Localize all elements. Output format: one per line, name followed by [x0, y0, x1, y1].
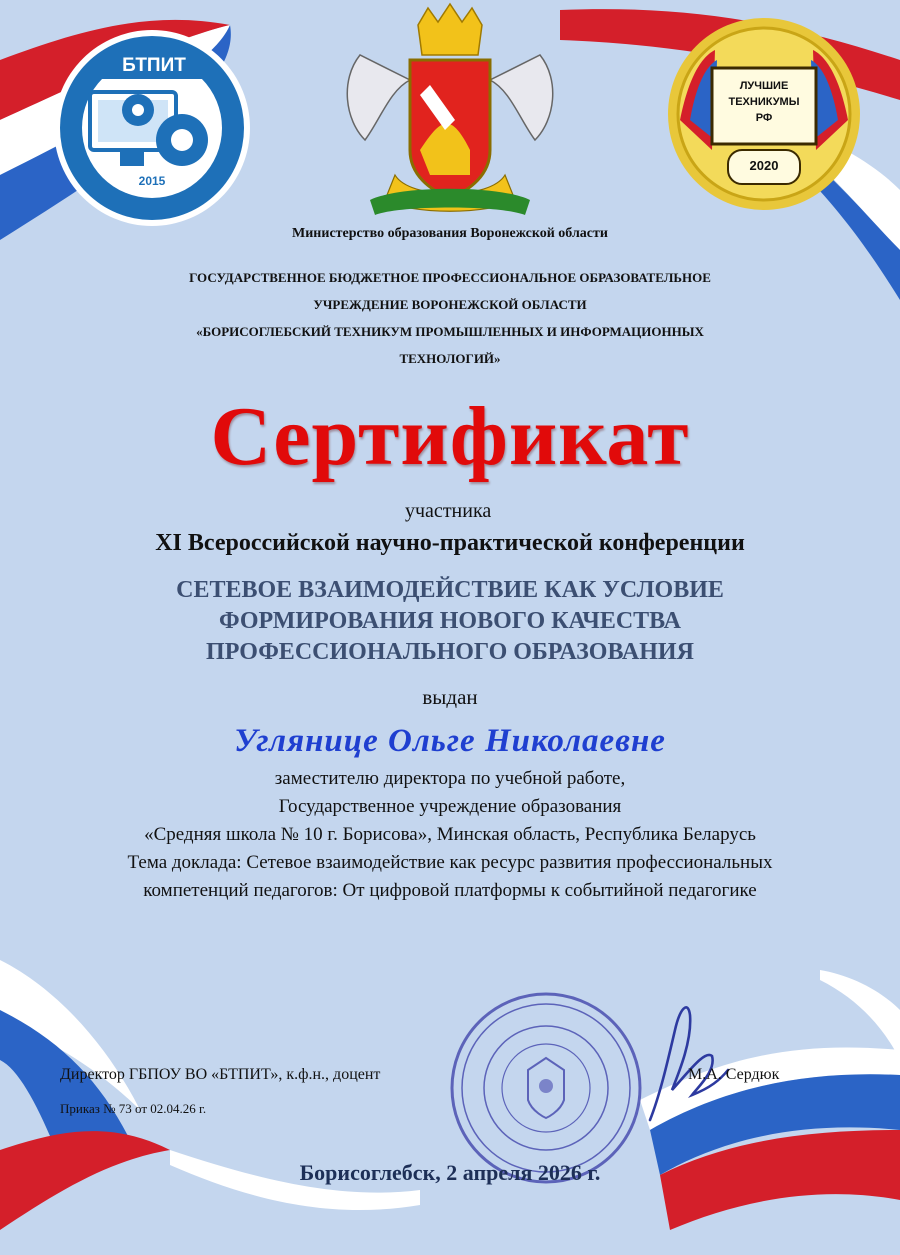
org-line-3: «БОРИСОГЛЕБСКИЙ ТЕХНИКУМ ПРОМЫШЛЕННЫХ И ИНФОРМАЦИОННЫХ: [196, 324, 704, 339]
conference-name: XI Всероссийской научно-практической конференции: [155, 530, 745, 556]
voronezh-coat-of-arms: [347, 4, 552, 215]
org-line-4: ТЕХНОЛОГИЙ»: [399, 351, 501, 366]
theme-line-1: СЕТЕВОЕ ВЗАИМОДЕЙСТВИЕ КАК УСЛОВИЕ: [176, 577, 724, 603]
recipient-position: заместителю директора по учебной работе,: [274, 768, 626, 789]
order-number: Приказ № 73 от 02.04.26 г.: [60, 1101, 207, 1116]
medal-line-1: ЛУЧШИЕ: [739, 80, 789, 92]
medal-caption: [712, 78, 816, 126]
organization-name: [0, 264, 900, 372]
institution-line-1: Государственное учреждение образования: [278, 796, 622, 817]
ministry-name: Министерство образования Воронежской области: [292, 226, 608, 241]
medal-year: 2020: [749, 158, 779, 173]
issued-label: выдан: [422, 685, 478, 709]
theme-line-3: ПРОФЕССИОНАЛЬНОГО ОБРАЗОВАНИЯ: [206, 639, 694, 665]
participant-label: участника: [405, 500, 492, 522]
city-date: Борисоглебск, 2 апреля 2026 г.: [299, 1160, 601, 1185]
medal-line-2: ТЕХНИКУМЫ: [728, 96, 800, 108]
recipient-details: [0, 765, 900, 905]
btpit-logo-year: 2015: [138, 174, 166, 188]
org-line-1: ГОСУДАРСТВЕННОЕ БЮДЖЕТНОЕ ПРОФЕССИОНАЛЬНОЕ ОБРАЗОВАТЕЛЬНОЕ: [189, 270, 711, 285]
medal-line-3: РФ: [755, 112, 773, 124]
report-line-1: Тема доклада: Сетевое взаимодействие как ресурс развития профессиональных: [127, 852, 773, 873]
recipient-name: Углянице Ольге Николаевне: [234, 723, 666, 759]
bottom-left-flag-ribbon: [0, 960, 420, 1230]
certificate-title: Сертификат: [210, 390, 690, 483]
institution-line-2: «Средняя школа № 10 г. Борисова», Минская область, Республика Беларусь: [144, 824, 756, 845]
director-name: М.А. Сердюк: [688, 1066, 780, 1083]
director-title: Директор ГБПОУ ВО «БТПИТ», к.ф.н., доцент: [60, 1066, 381, 1083]
bottom-right-flag-ribbon: [640, 970, 900, 1230]
report-line-2: компетенций педагогов: От цифровой платформы к событийной педагогике: [143, 880, 757, 901]
conference-theme: [0, 575, 900, 668]
official-stamp: [452, 994, 640, 1182]
org-line-2: УЧРЕЖДЕНИЕ ВОРОНЕЖСКОЙ ОБЛАСТИ: [313, 297, 587, 312]
theme-line-2: ФОРМИРОВАНИЯ НОВОГО КАЧЕСТВА: [218, 608, 681, 634]
btpit-logo-name: БТПИТ: [122, 55, 186, 76]
